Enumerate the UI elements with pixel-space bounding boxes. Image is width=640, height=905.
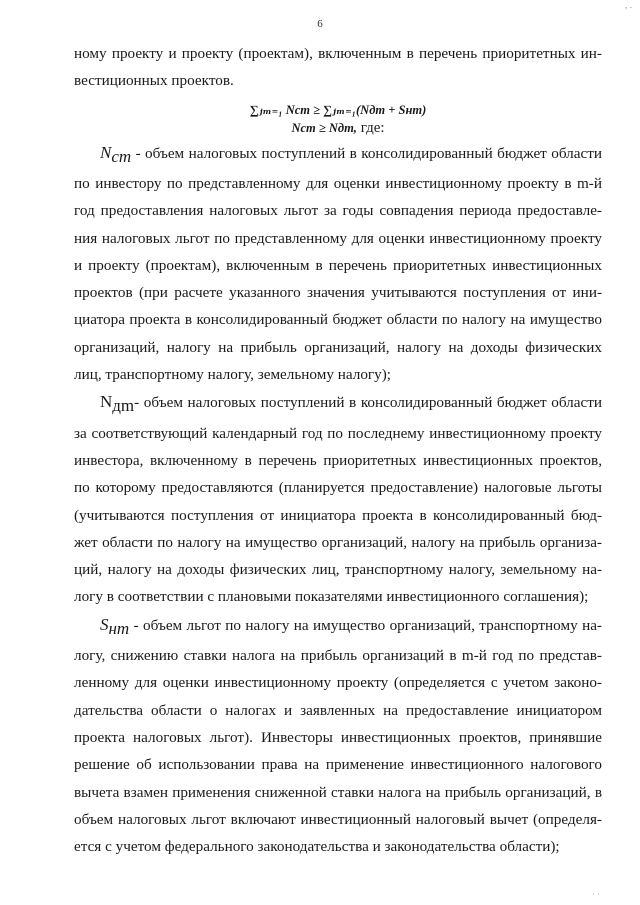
text-line: по которому предоставляются (планируется предоставление) налоговые льготы [74,479,602,497]
document-body [74,40,602,860]
text-line: жет области по налогу на имущество организаций, налогу на прибыль организа- [74,533,602,551]
text-line: проектов (при расчете указанного значения учитываются поступления от ини- [74,284,602,302]
text-line: ций, налогу на доходы физических лиц, транспортному налогу, земельному на- [74,561,602,579]
text-line: вестиционных проектов. [74,72,234,90]
definition-ndm [74,388,602,610]
text-line: и проекту (проектам), включенным в перечень приоритетных инвестиционных [74,256,602,274]
symbol-ndm: N [100,392,113,412]
text-line: за соответствующий календарный год по последнему инвестиционному проекту [74,424,602,442]
intro-paragraph [74,40,602,95]
text-line: решение об использовании права на применение инвестиционного налогового [74,756,602,774]
formula-condition-expression: Nсm ≥ Nдm, [291,120,357,135]
text-line: логу, снижению ставки налога на прибыль организаций в m-й год по представ- [74,647,602,665]
text-line: (учитываются поступления от инициатора проекта в консолидированный бюд- [74,506,602,524]
text-line: лиц, транспортному налогу, земельному налогу); [74,366,392,383]
text-line: ется с учетом федерального законодательства и законодательства области); [74,838,560,856]
text-line: год предоставления налоговых льгот за годы совпадения периода предоставле- [74,202,602,220]
formula-where-label: где: [356,119,385,136]
text-line: циатора проекта в консолидированный бюджет области по налогу на имущество [74,311,602,329]
definition-text: - объем льгот по налогу на имущество организаций, транспортному на- [129,616,602,634]
text-line: организаций, налогу на прибыль организаций, налогу на доходы физических [74,338,602,356]
symbol-ncm: N [100,142,112,162]
text-line: ленному для оценки инвестиционному проекту (определяется с учетом законо- [74,674,602,692]
definition-ncm [74,139,602,389]
symbol-ndm-sub: дm [112,396,135,416]
footer-mark: · · [591,889,600,899]
corner-mark: ‚ . [624,0,632,10]
formula-condition [74,119,602,137]
text-line: объем налоговых льгот включают инвестиционный налоговый вычет (определя- [74,810,602,828]
text-line: инвестора, включенному в перечень приоритетных инвестиционных проектов, [74,451,602,469]
text-line: по инвестору по представленному для оценки инвестиционному проекту в m-й [74,174,602,192]
formula-sum-expression: ∑ⱼₘ₌₁ Nсm ≥ ∑ⱼₘ₌₁(Nдm + Sнm) [249,102,427,117]
definition-snm [74,611,602,861]
text-line: ния налоговых льгот по представленному для оценки инвестиционному проекту [74,229,602,247]
symbol-snm-sub: нm [108,618,130,638]
definition-text: - объем налоговых поступлений в консолидированный бюджет области [131,144,602,162]
symbol-snm: S [100,614,109,634]
text-line [74,611,602,642]
definition-text: - объем налоговых поступлений в консолидированный бюджет области [134,394,602,412]
text-line: логу в соответствии с плановыми показателями инвестиционного соглашения); [74,588,589,606]
text-line: дательства области о налогах и заявленных на предоставление инициатором [74,701,602,719]
formula-sum [74,101,602,119]
page-number: 6 [317,18,323,30]
text-line [74,388,602,419]
text-line [74,139,602,170]
text-line: ному проекту и проекту (проектам), включенным в перечень приоритетных ин- [74,45,602,62]
text-line: вычета взамен применения сниженной ставки налога на прибыль организаций, в [74,783,602,801]
text-line: проекта налоговых льгот). Инвесторы инвестиционных проектов, принявшие [74,728,602,746]
symbol-ncm-sub: cm [111,146,132,166]
formula-block [74,101,602,137]
